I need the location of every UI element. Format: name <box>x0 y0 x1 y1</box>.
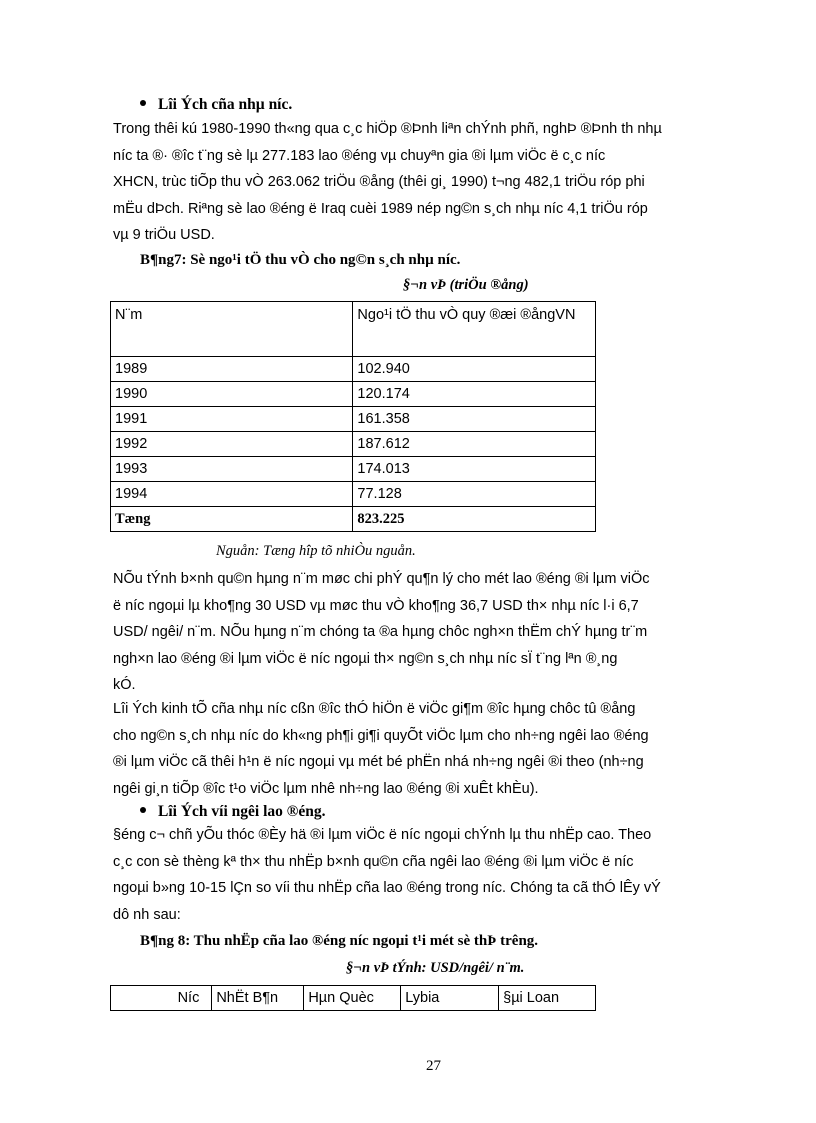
table-total-row <box>111 507 596 532</box>
text-line: Lîi Ých kinh tÕ cña nhµ níc cßn ®îc thÓ hiÖn ë viÖc gi¶m ®îc hµng chôc tû ®ång <box>113 701 636 717</box>
table-row <box>111 457 596 482</box>
heading-text: Lîi Ých víi ngêi lao ®éng. <box>158 803 326 820</box>
text-line: §éng c¬ chñ yÕu thóc ®Èy hä ®i lµm viÖc ë níc ngoµi chÝnh lµ thu nhËp cao. Theo <box>113 827 652 843</box>
cell-year: 1989 <box>111 357 353 382</box>
text-line: dô nh sau: <box>113 906 181 923</box>
table-row <box>111 357 596 382</box>
heading-text: Lîi Ých cña nhµ níc. <box>158 96 293 113</box>
text-line: ngêi gi¸n tiÕp ®îc t¹o viÖc lµm nhê nh÷ng lao ®éng ®i xuÊt khÈu). <box>113 780 539 797</box>
table7-source: Nguån: Tæng hîp tõ nhiÒu nguån. <box>216 543 416 559</box>
text-line: XHCN, trùc tiÕp thu vÒ 263.062 triÖu ®ång (thêi gi¸ 1990) t¬ng 482,1 triÖu róp phi <box>113 174 645 190</box>
bullet-icon <box>140 100 146 106</box>
table7-unit: §¬n vÞ (triÖu ®ång) <box>403 277 529 293</box>
header-year: N¨m <box>111 302 353 357</box>
text-line: ë níc ngoµi lµ kho¶ng 30 USD vµ møc thu vÒ kho¶ng 36,7 USD th× nhµ níc l·i 6,7 <box>113 597 639 614</box>
text-line: USD/ ngêi/ n¨m. NÕu hµng n¨m chóng ta ®a hµng chôc ngh×n thËm chÝ hµng tr¨m <box>113 624 648 640</box>
text-line: Trong thêi kú 1980-1990 th«ng qua c¸c hiÖp ®Þnh liªn chÝnh phñ, nghÞ ®Þnh th nhµ <box>113 121 662 137</box>
text-line: NÕu tÝnh b×nh qu©n hµng n¨m møc chi phÝ qu¶n lý cho mét lao ®éng ®i lµm viÖc <box>113 571 650 587</box>
cell-value: 174.013 <box>353 457 596 482</box>
text-line: níc ta ®· ®îc t¨ng sè lµ 277.183 lao ®éng vµ chuyªn gia ®i lµm viÖc ë c¸c níc <box>113 147 606 164</box>
header-taiwan: §µi Loan <box>499 986 596 1011</box>
table-header-row <box>111 986 596 1011</box>
text-line: ®i lµm viÖc cã thêi h¹n ë níc ngoµi vµ mét bé phËn nhá nh÷ng ngêi ®i theo (nh÷ng <box>113 754 644 770</box>
text-line: kÓ. <box>113 677 136 693</box>
paragraph-state-benefits <box>113 116 738 249</box>
table7-caption: B¶ng7: Sè ngo¹i tÖ thu vÒ cho ng©n s¸ch nhµ níc. <box>140 252 461 268</box>
cell-year: 1993 <box>111 457 353 482</box>
text-line: vµ 9 triÖu USD. <box>113 227 215 243</box>
table8-unit: §¬n vÞ tÝnh: USD/ngêi/ n¨m. <box>346 960 525 976</box>
header-korea: Hµn Quèc <box>304 986 401 1011</box>
cell-year: 1994 <box>111 482 353 507</box>
text-line: c¸c con sè thèng kª th× thu nhËp b×nh qu©n cña ngêi lao ®éng ®i lµm viÖc ë níc <box>113 853 634 870</box>
table-row <box>111 482 596 507</box>
cell-year: 1992 <box>111 432 353 457</box>
bullet-heading-worker-benefits <box>140 803 325 821</box>
text-line: cho ng©n s¸ch nhµ níc do kh«ng ph¶i gi¶i quyÕt viÖc lµm cho nh÷ng ngêi lao ®éng <box>113 727 649 744</box>
cell-year: 1991 <box>111 407 353 432</box>
cell-total-label: Tæng <box>111 507 353 532</box>
paragraph-budget-savings <box>113 696 738 802</box>
header-libya: Lybia <box>401 986 499 1011</box>
bullet-heading-state-benefits <box>140 96 292 114</box>
table7 <box>110 301 596 532</box>
table-row <box>111 382 596 407</box>
cell-year: 1990 <box>111 382 353 407</box>
table-row <box>111 432 596 457</box>
page-number: 27 <box>426 1058 441 1074</box>
header-japan: NhËt B¶n <box>212 986 304 1011</box>
cell-value: 102.940 <box>353 357 596 382</box>
cell-value: 161.358 <box>353 407 596 432</box>
paragraph-worker-benefits <box>113 822 738 928</box>
cell-value: 120.174 <box>353 382 596 407</box>
table8 <box>110 985 596 1011</box>
paragraph-cost-benefit <box>113 566 738 699</box>
text-line: ngh×n lao ®éng ®i lµm viÖc ë níc ngoµi th× ng©n s¸ch nhµ níc sÏ t¨ng lªn ®¸ng <box>113 650 618 667</box>
table8-caption: B¶ng 8: Thu nhËp cña lao ®éng níc ngoµi t¹i mét sè thÞ trêng. <box>140 933 539 949</box>
cell-value: 77.128 <box>353 482 596 507</box>
cell-value: 187.612 <box>353 432 596 457</box>
header-country: Níc <box>111 986 212 1011</box>
text-line: mËu dÞch. Riªng sè lao ®éng ë Iraq cuèi 1989 nép ng©n s¸ch nhµ níc 4,1 triÖu róp <box>113 200 648 217</box>
header-foreign-currency: Ngo¹i tÖ thu vÒ quy ®æi ®ångVN <box>353 302 596 357</box>
table-row <box>111 407 596 432</box>
text-line: ngoµi b»ng 10-15 lÇn so víi thu nhËp cña lao ®éng trong níc. Chóng ta cã thÓ lÊy vÝ <box>113 880 661 896</box>
cell-total-value: 823.225 <box>353 507 596 532</box>
bullet-icon <box>140 807 146 813</box>
table-header-row <box>111 302 596 357</box>
